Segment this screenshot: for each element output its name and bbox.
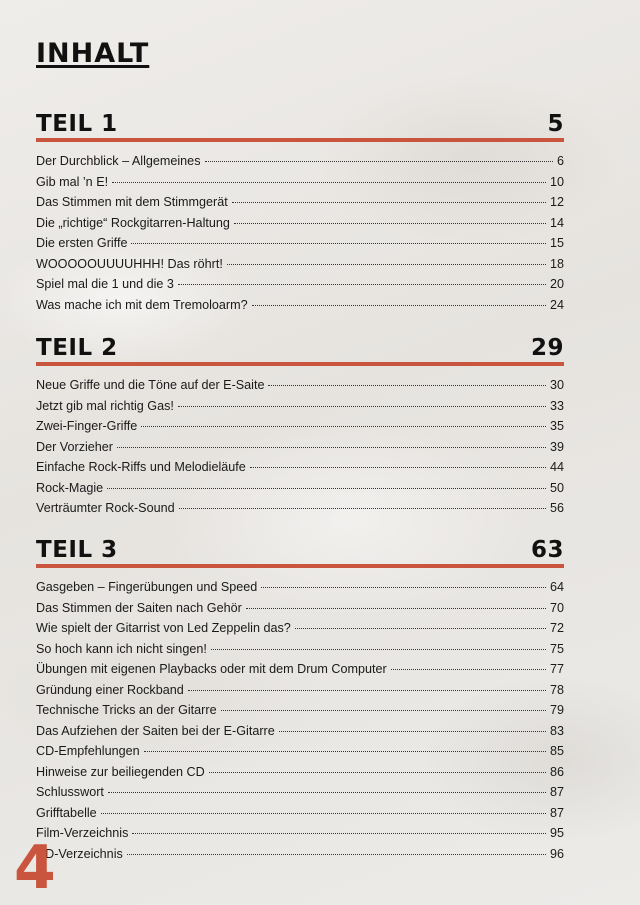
toc-entry[interactable] <box>36 501 564 522</box>
toc-entry-title: Gründung einer Rockband <box>36 682 184 697</box>
toc-entry-title: Zwei-Finger-Griffe <box>36 419 138 433</box>
dot-leader <box>131 243 546 244</box>
section-teil-2 <box>36 330 564 522</box>
dot-leader <box>117 447 546 448</box>
toc-entry-title: Das Stimmen mit dem Stimmgerät <box>36 195 228 209</box>
toc-entry[interactable] <box>36 744 564 765</box>
toc-entry[interactable] <box>36 826 564 847</box>
toc-entry-title: Der Durchblick – Allgemeines <box>36 154 201 168</box>
toc-list <box>36 580 564 867</box>
toc-entry[interactable] <box>36 460 564 481</box>
toc-entry[interactable] <box>36 236 564 257</box>
toc-entry-page: 6 <box>556 154 564 168</box>
toc-entry[interactable] <box>36 601 564 622</box>
section-title: TEIL 2 <box>36 335 118 361</box>
toc-entry[interactable] <box>36 765 564 786</box>
toc-entry[interactable] <box>36 257 564 278</box>
toc-entry-page: 18 <box>549 256 564 271</box>
dot-leader <box>178 406 546 407</box>
toc-entry[interactable] <box>36 298 564 319</box>
toc-entry-title: CD-Verzeichnis <box>36 846 123 861</box>
toc-entry-page: 85 <box>549 744 564 758</box>
toc-entry-page: 20 <box>549 277 564 291</box>
toc-entry-page: 30 <box>549 378 564 392</box>
dot-leader <box>209 772 546 773</box>
section-page-number: 29 <box>530 335 564 361</box>
toc-entry-title: Die ersten Griffe <box>36 236 128 250</box>
dot-leader <box>279 731 546 732</box>
toc-entry[interactable] <box>36 216 564 237</box>
toc-entry-title: So hoch kann ich nicht singen! <box>36 641 207 656</box>
dot-leader <box>227 264 546 265</box>
dot-leader <box>246 608 546 609</box>
toc-entry-page: 79 <box>549 703 564 717</box>
toc-entry-title: Grifftabelle <box>36 805 97 820</box>
section-title: TEIL 1 <box>36 111 118 137</box>
toc-list <box>36 154 564 318</box>
dot-leader <box>127 854 546 855</box>
section-header <box>36 330 564 366</box>
section-header <box>36 532 564 568</box>
toc-entry-title: Hinweise zur beiliegenden CD <box>36 764 205 779</box>
toc-entry-title: Gib mal ’n E! <box>36 174 109 189</box>
toc-entry-page: 78 <box>549 682 564 697</box>
toc-entry[interactable] <box>36 724 564 745</box>
dot-leader <box>211 649 546 650</box>
toc-entry[interactable] <box>36 580 564 601</box>
toc-entry-page: 35 <box>549 419 564 433</box>
dot-leader <box>178 284 546 285</box>
toc-entry[interactable] <box>36 642 564 663</box>
toc-entry-page: 96 <box>549 846 564 861</box>
dot-leader <box>179 508 546 509</box>
toc-entry[interactable] <box>36 440 564 461</box>
dot-leader <box>112 182 546 183</box>
toc-entry[interactable] <box>36 785 564 806</box>
dot-leader <box>221 710 546 711</box>
toc-entry-title: Was mache ich mit dem Tremoloarm? <box>36 297 248 312</box>
toc-entry-page: 77 <box>549 662 564 676</box>
dot-leader <box>144 751 546 752</box>
toc-entry-page: 50 <box>549 480 564 495</box>
section-title: TEIL 3 <box>36 537 118 563</box>
toc-entry-page: 44 <box>549 460 564 474</box>
dot-leader <box>205 161 553 162</box>
dot-leader <box>295 628 546 629</box>
toc-entry-title: WOOOOOUUUUHHH! Das röhrt! <box>36 256 223 271</box>
toc-entry[interactable] <box>36 621 564 642</box>
toc-entry[interactable] <box>36 378 564 399</box>
toc-entry-title: Jetzt gib mal richtig Gas! <box>36 398 174 413</box>
toc-entry-page: 12 <box>549 195 564 209</box>
page-title: INHALT <box>36 38 150 69</box>
toc-entry-title: Verträumter Rock-Sound <box>36 501 175 515</box>
toc-entry[interactable] <box>36 847 564 868</box>
toc-entry-title: Spiel mal die 1 und die 3 <box>36 277 174 291</box>
toc-entry-page: 95 <box>549 826 564 840</box>
dot-leader <box>101 813 546 814</box>
toc-entry-page: 87 <box>549 785 564 799</box>
toc-entry-title: Schlusswort <box>36 785 104 799</box>
dot-leader <box>132 833 546 834</box>
page-number: 4 <box>14 833 56 903</box>
section-header <box>36 106 564 142</box>
toc-entry-title: Rock-Magie <box>36 480 104 495</box>
section-page-number: 63 <box>530 537 564 563</box>
toc-entry-page: 14 <box>549 215 564 230</box>
toc-entry[interactable] <box>36 683 564 704</box>
toc-entry-page: 24 <box>549 297 564 312</box>
dot-leader <box>107 488 546 489</box>
toc-entry-page: 64 <box>549 580 564 594</box>
dot-leader <box>250 467 546 468</box>
toc-entry[interactable] <box>36 175 564 196</box>
toc-entry-page: 39 <box>549 439 564 454</box>
toc-entry-page: 70 <box>549 600 564 615</box>
dot-leader <box>188 690 546 691</box>
toc-entry-title: Das Stimmen der Saiten nach Gehör <box>36 600 242 615</box>
dot-leader <box>232 202 546 203</box>
toc-entry-page: 75 <box>549 641 564 656</box>
toc-entry[interactable] <box>36 662 564 683</box>
toc-entry[interactable] <box>36 195 564 216</box>
toc-entry-page: 87 <box>549 805 564 820</box>
toc-entry-title: Die „richtige“ Rockgitarren-Haltung <box>36 215 230 230</box>
section-teil-1 <box>36 106 564 318</box>
toc-entry-title: Film-Verzeichnis <box>36 826 129 840</box>
toc-entry[interactable] <box>36 154 564 175</box>
toc-entry-title: Wie spielt der Gitarrist von Led Zeppelin das? <box>36 621 291 635</box>
toc-entry-title: Technische Tricks an der Gitarre <box>36 703 217 717</box>
toc-entry-title: CD-Empfehlungen <box>36 744 140 758</box>
toc-entry-title: Einfache Rock-Riffs und Melodieläufe <box>36 460 246 474</box>
dot-leader <box>234 223 546 224</box>
toc-entry-title: Gasgeben – Fingerübungen und Speed <box>36 580 258 594</box>
toc-entry[interactable] <box>36 806 564 827</box>
section-page-number: 5 <box>547 111 564 137</box>
toc-entry-page: 10 <box>549 174 564 189</box>
toc-entry[interactable] <box>36 277 564 298</box>
toc-entry[interactable] <box>36 399 564 420</box>
toc-entry-title: Neue Griffe und die Töne auf der E-Saite <box>36 378 265 392</box>
dot-leader <box>261 587 546 588</box>
toc-entry[interactable] <box>36 419 564 440</box>
toc-entry-page: 83 <box>549 723 564 738</box>
toc-entry-page: 56 <box>549 501 564 515</box>
dot-leader <box>108 792 546 793</box>
toc-entry-page: 86 <box>549 764 564 779</box>
toc-entry[interactable] <box>36 703 564 724</box>
toc-entry[interactable] <box>36 481 564 502</box>
toc-entry-title: Übungen mit eigenen Playbacks oder mit dem Drum Computer <box>36 662 387 676</box>
toc-entry-title: Der Vorzieher <box>36 439 113 454</box>
dot-leader <box>141 426 546 427</box>
dot-leader <box>391 669 546 670</box>
toc-entry-page: 72 <box>549 621 564 635</box>
toc-entry-page: 33 <box>549 398 564 413</box>
section-teil-3 <box>36 532 564 867</box>
toc-entry-title: Das Aufziehen der Saiten bei der E-Gitarre <box>36 723 275 738</box>
dot-leader <box>268 385 546 386</box>
toc-list <box>36 378 564 522</box>
dot-leader <box>252 305 546 306</box>
toc-entry-page: 15 <box>549 236 564 250</box>
